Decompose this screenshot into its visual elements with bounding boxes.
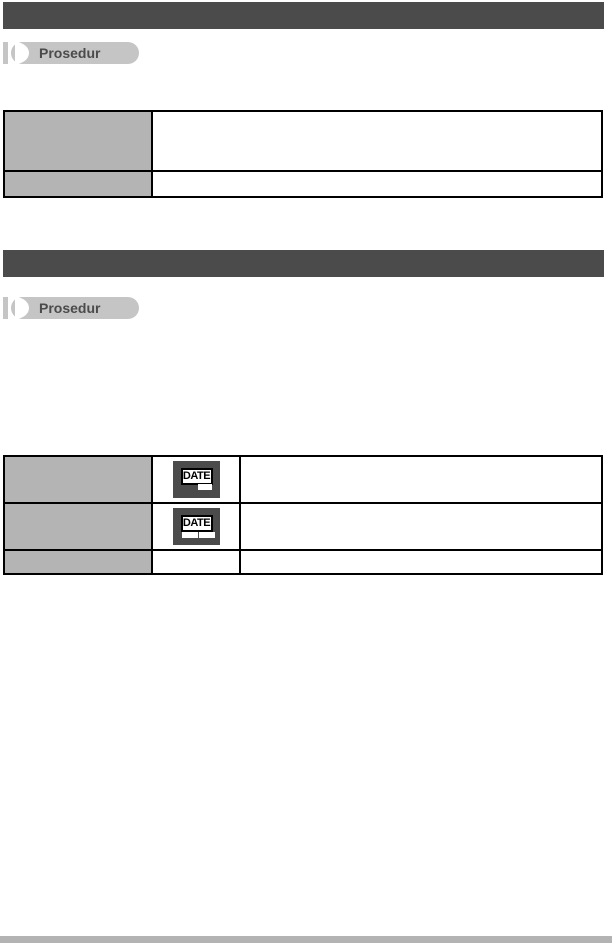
page-footer-bar: [0, 936, 612, 943]
date-time-stamp-icon: [173, 508, 220, 545]
procedure-badge: [3, 297, 143, 319]
table-label-cell: [4, 503, 152, 550]
date-time-stamp-underline-icon: [182, 532, 215, 538]
badge-pill: [11, 297, 139, 319]
underline-segment: [199, 532, 215, 538]
section-title-bar: [3, 250, 604, 277]
table-icon-cell: [152, 550, 240, 574]
table-label-cell: [4, 111, 152, 171]
underline-segment: [182, 532, 198, 538]
table-row: [4, 550, 602, 574]
timestamp-options-table: [3, 455, 603, 575]
table-label-cell: [4, 550, 152, 574]
table-row: [4, 503, 602, 550]
table-description-cell: [240, 550, 602, 574]
section-title-bar: [3, 2, 604, 29]
settings-table: [3, 110, 603, 198]
procedure-badge-label: Prosedur: [39, 300, 101, 316]
table-icon-cell: [152, 456, 240, 503]
table-description-cell: [240, 456, 602, 503]
table-row: [4, 171, 602, 197]
procedure-badge: [3, 42, 143, 64]
table-label-cell: [4, 171, 152, 197]
procedure-badge-label: Prosedur: [39, 45, 101, 61]
table-icon-cell: [152, 503, 240, 550]
badge-stripe: [3, 297, 8, 319]
badge-notch-icon: [15, 42, 29, 64]
table-row: [4, 111, 602, 171]
table-description-cell: [240, 503, 602, 550]
table-label-cell: [4, 456, 152, 503]
badge-pill: [11, 42, 139, 64]
table-description-cell: [152, 111, 602, 171]
table-description-cell: [152, 171, 602, 197]
date-stamp-icon-label: DATE: [181, 468, 213, 485]
badge-stripe: [3, 42, 8, 64]
badge-notch-icon: [15, 297, 29, 319]
date-stamp-underline-icon: [198, 484, 212, 490]
date-stamp-icon: [173, 461, 220, 498]
table-row: [4, 456, 602, 503]
date-time-stamp-icon-label: DATE: [181, 515, 213, 532]
